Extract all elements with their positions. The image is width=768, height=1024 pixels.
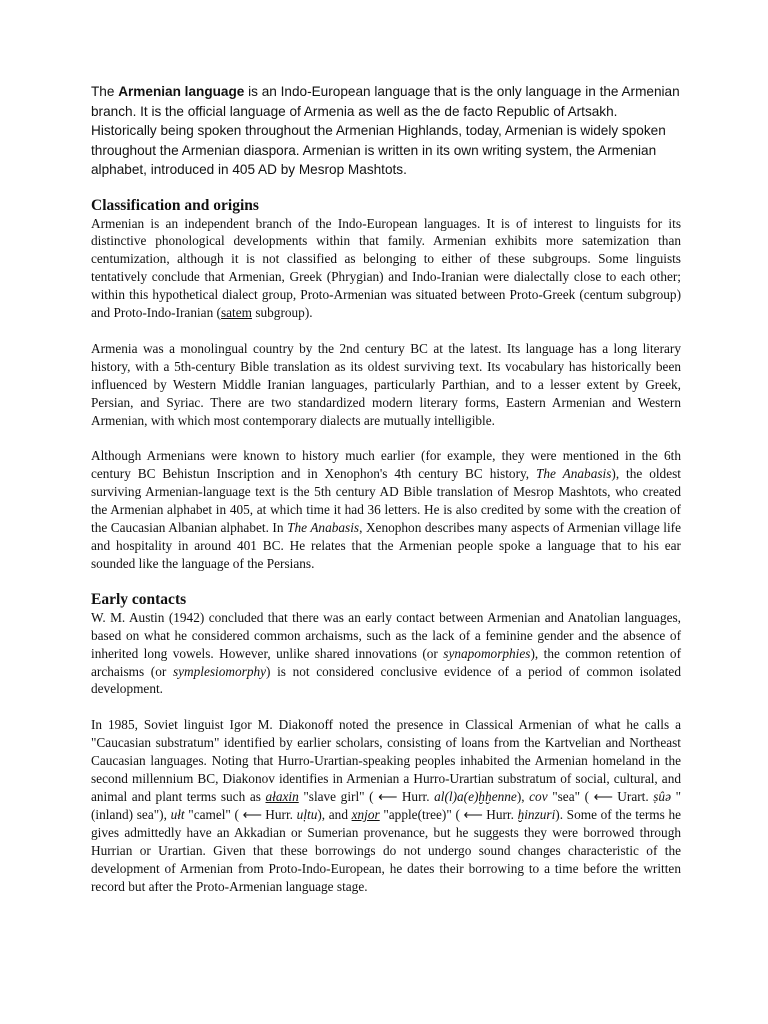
early-contacts-paragraph-2 xyxy=(91,716,681,895)
satem-link[interactable]: satem xyxy=(220,305,252,321)
text-run: ) is not considered conclusive evidence of a period of common isolated development. xyxy=(91,663,681,697)
text-run: ). Some of the terms he gives admittedly have an Akkadian or Sumerian provenance, but he suggests they were borrowed through Hurrian or Urartian. Given that these borrowings do not undergo sound changes characteristic of the development of Armenian from Proto-Indo-European, he dates their borrowing to a time before the written record but after the Proto-Armenian language stage. xyxy=(91,806,681,894)
text-run: Although Armenians were known to history much earlier (for example, they were mentioned in the 6th century BC Behistun Inscription and in Xenophon's 4th century BC history, xyxy=(91,448,681,482)
classification-paragraph-3 xyxy=(91,447,681,572)
text-run: "slave girl" ( ⟵ Hurr. xyxy=(298,788,435,804)
italic-title: The Anabasis xyxy=(536,466,612,482)
text-run: In 1985, Soviet linguist Igor M. Diakonoff noted the presence in Classical Armenian of what he calls a "Caucasian substratum" identified by earlier scholars, consisting of loans from the Kartvelian and Northeast Caucasian languages. Noting that Hurro-Urartian-speaking peoples inhabited the Armenian homeland in the second millennium BC, Diakonov identifies in Armenian a Hurro-Urartian substratum of social, cultural, and animal and plant terms such as xyxy=(91,717,681,804)
document-page xyxy=(91,82,681,913)
armenian-word: ułt xyxy=(170,806,185,822)
intro-post: is an Indo-European language that is the only language in the Armenian branch. It is the official language of Armenia as well as the de facto Republic of Artsakh. Historically being spoken throughout the Armenian Highlands, today, Armenian is widely spoken throughout the Armenian diaspora. Armenian is written in its own writing system, the Armenian alphabet, introduced in 405 AD by Mesrop Mashtots. xyxy=(91,84,680,177)
armenian-word: cov xyxy=(529,788,548,804)
hurrian-word: al(l)a(e)ḫḫenne xyxy=(434,788,517,804)
armenian-word-link[interactable]: xnjor xyxy=(351,806,380,822)
urartian-word: ṣûǝ xyxy=(653,788,671,804)
hurrian-word: ḫinzuri xyxy=(517,806,556,822)
text-run: Armenian is an independent branch of the Indo-European languages. It is of interest to linguists for its distinctive phonological developments within that family. Armenian exhibits more satemization than centumization, although it is not classified as belonging to either of these subgroups. Some linguists tentatively conclude that Armenian, Greek (Phrygian) and Indo-Iranian were dialectally close to each other; within this hypothetical dialect group, Proto-Armenian was situated between Proto-Greek (centum subgroup) and Proto-Indo-Iranian ( xyxy=(91,215,681,321)
text-run: "apple(tree)" ( ⟵ Hurr. xyxy=(379,806,518,822)
hurrian-word: uḷtu xyxy=(296,806,318,822)
text-run: , Xenophon describes many aspects of Armenian village life and hospitality in around 401 BC. He relates that the Armenian people spoke a language that to his ear sounded like the language of the Persians. xyxy=(91,520,681,571)
classification-paragraph-2: Armenia was a monolingual country by the 2nd century BC at the latest. Its language has a long literary history, with a 5th-century Bible translation as its oldest surviving text. Its vocabulary has historically been influenced by Western Middle Iranian languages, particularly Parthian, and to a lesser extent by Greek, Persian, and Syriac. There are two standardized modern literary forms, Eastern Armenian and Western Armenian, with which most contemporary dialects are mutually intelligible. xyxy=(91,340,681,428)
text-run: "(inland) sea"), xyxy=(91,788,681,822)
intro-pre: The xyxy=(91,84,119,99)
italic-term: synapomorphies xyxy=(443,645,531,661)
text-run: "camel" ( ⟵ Hurr. xyxy=(184,806,297,822)
section-heading-early-contacts: Early contacts xyxy=(91,590,187,608)
text-run: subgroup). xyxy=(252,305,313,321)
intro-bold-term: Armenian language xyxy=(118,84,245,99)
section-heading-classification: Classification and origins xyxy=(91,196,259,214)
text-run: "sea" ( ⟵ Urart. xyxy=(547,788,654,804)
armenian-word-link[interactable]: ałaxin xyxy=(265,788,299,804)
text-run: ), the oldest surviving Armenian-language text is the 5th century AD Bible translation of Mesrop Mashtots, who created the Armenian alphabet in 405, at which time it had 36 letters. He is also credited by some with the creation of the Caucasian Albanian alphabet. In xyxy=(91,466,681,536)
intro-paragraph xyxy=(91,82,681,180)
early-contacts-paragraph-1 xyxy=(91,609,681,699)
classification-paragraph-1 xyxy=(91,215,681,322)
italic-title: The Anabasis xyxy=(287,520,360,536)
italic-term: symplesiomorphy xyxy=(172,663,267,679)
text-run: W. M. Austin (1942) concluded that there was an early contact between Armenian and Anatolian languages, based on what he considered common archaisms, such as the lack of a feminine gender and the absence of inherited long vowels. However, unlike shared innovations (or xyxy=(91,609,681,661)
text-run: ), the common retention of archaisms (or xyxy=(91,645,681,679)
text-run: ), xyxy=(516,788,530,804)
text-run: ), and xyxy=(317,806,352,822)
